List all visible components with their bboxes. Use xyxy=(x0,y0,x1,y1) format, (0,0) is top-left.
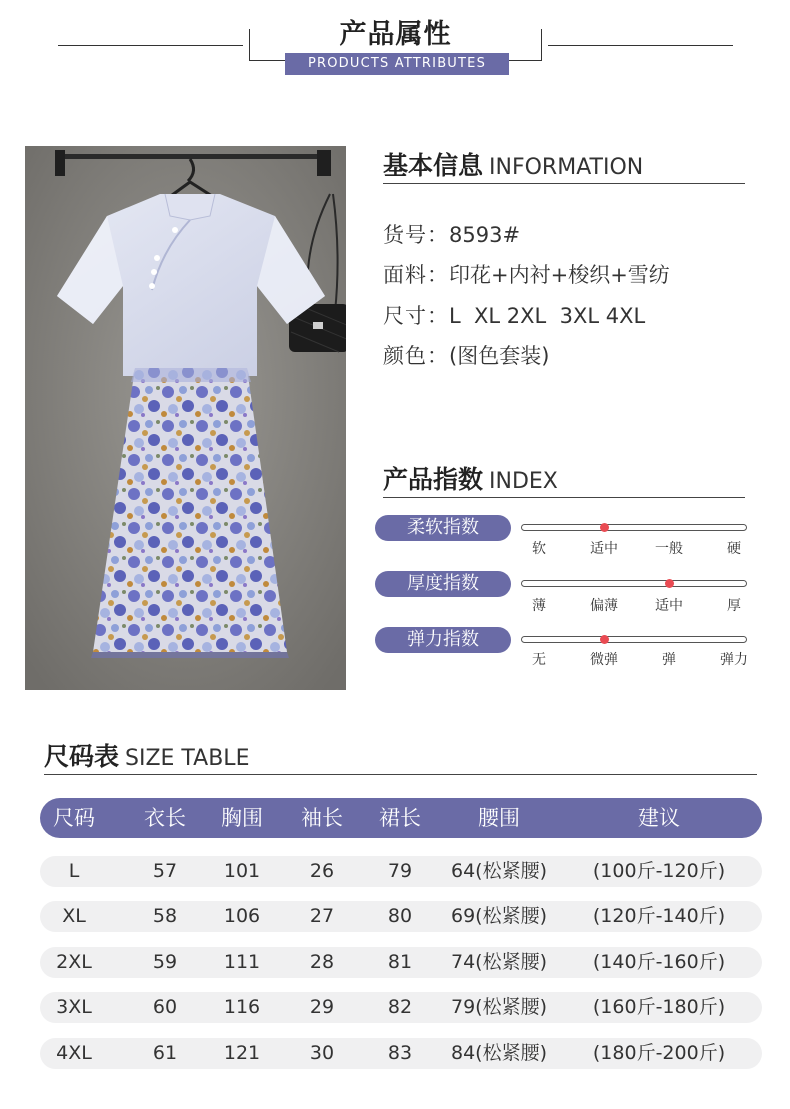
index-label: 无 xyxy=(532,652,546,668)
index-label: 厚 xyxy=(727,598,741,614)
information-title xyxy=(383,146,643,182)
table-cell: 30 xyxy=(309,1042,335,1064)
index-indicator-softness xyxy=(600,523,609,532)
information-title-en: INFORMATION xyxy=(489,155,644,180)
index-label: 软 xyxy=(532,541,546,557)
table-cell: 60 xyxy=(152,996,178,1018)
index-label: 适中 xyxy=(590,541,618,557)
table-row xyxy=(40,856,762,887)
table-cell: (180斤-200斤) xyxy=(592,1042,726,1064)
table-row xyxy=(40,901,762,932)
index-title xyxy=(383,460,558,496)
info-row-color: 颜色：(图色套装) xyxy=(383,344,550,368)
table-cell: 3XL xyxy=(56,996,92,1018)
index-indicator-elasticity xyxy=(600,635,609,644)
info-row-size: 尺寸：L XL 2XL 3XL 4XL xyxy=(383,304,646,328)
index-pill-elasticity: 弹力指数 xyxy=(375,627,511,653)
table-cell: 83 xyxy=(387,1042,413,1064)
table-cell: 61 xyxy=(152,1042,178,1064)
page-title: 产品属性 xyxy=(339,19,452,50)
header-right-rule xyxy=(548,45,733,46)
table-cell: 84(松紧腰) xyxy=(450,1042,547,1064)
header-cell-sleeve: 袖长 xyxy=(301,806,343,830)
header-cell-size: 尺码 xyxy=(53,806,95,830)
index-label: 薄 xyxy=(532,598,546,614)
page-subtitle: PRODUCTS ATTRIBUTES xyxy=(285,53,509,75)
table-cell: 4XL xyxy=(56,1042,92,1064)
table-row xyxy=(40,1038,762,1069)
table-cell: 116 xyxy=(223,996,261,1018)
index-label: 偏薄 xyxy=(590,598,618,614)
table-cell: 27 xyxy=(309,905,335,927)
product-illustration xyxy=(25,146,346,690)
table-cell: 121 xyxy=(223,1042,261,1064)
index-indicator-thickness xyxy=(665,579,674,588)
info-row-item-no: 货号：8593# xyxy=(383,223,521,247)
index-label: 硬 xyxy=(727,541,741,557)
header-cell-suggestion: 建议 xyxy=(638,806,680,830)
index-label: 微弹 xyxy=(590,652,618,668)
header-cell-skirt-length: 裙长 xyxy=(379,806,421,830)
table-cell: 79(松紧腰) xyxy=(450,996,547,1018)
table-cell: 2XL xyxy=(56,951,92,973)
table-cell: 59 xyxy=(152,951,178,973)
info-row-fabric: 面料：印花+内衬+梭织+雪纺 xyxy=(383,263,670,287)
table-cell: (160斤-180斤) xyxy=(592,996,726,1018)
table-cell: 79 xyxy=(387,860,413,882)
table-cell: 64(松紧腰) xyxy=(450,860,547,882)
size-table-header xyxy=(40,798,762,838)
header-cell-waist: 腰围 xyxy=(478,806,520,830)
table-row xyxy=(40,992,762,1023)
table-row xyxy=(40,947,762,978)
index-label: 适中 xyxy=(655,598,683,614)
information-rule xyxy=(383,183,745,184)
table-cell: (100斤-120斤) xyxy=(592,860,726,882)
table-cell: 106 xyxy=(223,905,261,927)
size-table-rule xyxy=(44,774,757,775)
index-title-en: INDEX xyxy=(489,469,558,494)
header-left-rule xyxy=(58,45,243,46)
table-cell: 58 xyxy=(152,905,178,927)
table-cell: (120斤-140斤) xyxy=(592,905,726,927)
index-pill-thickness: 厚度指数 xyxy=(375,571,511,597)
size-table-title-en: SIZE TABLE xyxy=(125,746,250,771)
index-track-softness xyxy=(521,524,747,531)
index-track-elasticity xyxy=(521,636,747,643)
table-cell: 26 xyxy=(309,860,335,882)
table-cell: L xyxy=(68,860,80,882)
table-cell: 81 xyxy=(387,951,413,973)
table-cell: 82 xyxy=(387,996,413,1018)
table-cell: 57 xyxy=(152,860,178,882)
table-cell: 101 xyxy=(223,860,261,882)
table-cell: (140斤-160斤) xyxy=(592,951,726,973)
header-cell-length: 衣长 xyxy=(144,806,186,830)
index-track-thickness xyxy=(521,580,747,587)
table-cell: 28 xyxy=(309,951,335,973)
index-title-cn: 产品指数 xyxy=(383,465,484,494)
product-photo xyxy=(25,146,346,690)
index-rule xyxy=(383,497,745,498)
table-cell: 74(松紧腰) xyxy=(450,951,547,973)
size-table-title xyxy=(44,737,249,773)
index-label: 弹力 xyxy=(720,652,748,668)
index-pill-softness: 柔软指数 xyxy=(375,515,511,541)
table-cell: XL xyxy=(62,905,86,927)
header-cell-bust: 胸围 xyxy=(221,806,263,830)
table-cell: 80 xyxy=(387,905,413,927)
table-cell: 69(松紧腰) xyxy=(450,905,547,927)
index-label: 弹 xyxy=(662,652,676,668)
table-cell: 111 xyxy=(223,951,261,973)
size-table-title-cn: 尺码表 xyxy=(44,742,120,771)
table-cell: 29 xyxy=(309,996,335,1018)
index-label: 一般 xyxy=(655,541,683,557)
information-title-cn: 基本信息 xyxy=(383,151,484,180)
